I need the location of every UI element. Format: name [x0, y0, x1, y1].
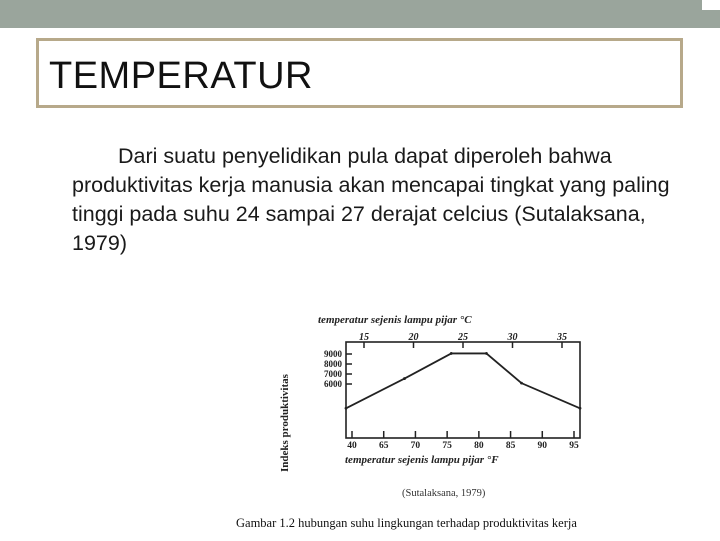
data-point: [579, 407, 582, 410]
x-tick-label: 70: [410, 441, 421, 451]
top-tick-label: 35: [557, 332, 567, 343]
data-point: [485, 352, 488, 355]
top-tick-label: 30: [507, 332, 518, 343]
data-point: [345, 407, 348, 410]
x-tick-label: 90: [537, 441, 548, 451]
data-point: [403, 377, 406, 380]
slide-paragraph-container: [72, 142, 702, 258]
data-point: [450, 352, 453, 355]
y-axis-label: Indeks produktivitas: [279, 374, 291, 472]
x-tick-label: 85: [505, 441, 516, 451]
figure-caption: Gambar 1.2 hubungan suhu lingkungan terhadap produktivitas kerja: [236, 516, 577, 530]
x-tick-label: 75: [442, 441, 452, 451]
top-tick-label: 20: [408, 332, 419, 343]
y-tick-label: 6000: [324, 379, 342, 389]
y-tick-label: 8000: [324, 359, 342, 369]
x-tick-label: 95: [569, 441, 579, 451]
y-tick-label: 7000: [324, 369, 342, 379]
slide-title: TEMPERATUR: [49, 55, 313, 97]
series-line: [346, 353, 580, 408]
x-axis-label: temperatur sejenis lampu pijar °F: [345, 454, 499, 466]
figure-source: (Sutalaksana, 1979): [402, 488, 486, 499]
slide-paragraph: Dari suatu penyelidikan pula dapat diperoleh bahwa produktivitas kerja manusia akan mencapai tingkat yang paling tinggi pada suhu 24 sampai 27 derajat celcius (Sutalaksana, 1979): [72, 144, 670, 255]
data-point: [520, 382, 523, 385]
y-tick-label: 9000: [324, 349, 342, 359]
top-band-accent: [702, 0, 720, 10]
figure: [230, 300, 660, 536]
top-tick-label: 25: [458, 332, 468, 343]
top-tick-label: 15: [359, 332, 369, 343]
x-tick-label: 65: [378, 441, 389, 451]
productivity-chart: [230, 300, 660, 536]
top-decorative-band: [0, 0, 720, 28]
slide-title-box: [36, 38, 683, 108]
x-tick-label: 40: [347, 441, 357, 451]
x-tick-label: 80: [474, 441, 484, 451]
top-axis-label: temperatur sejenis lampu pijar °C: [318, 314, 472, 326]
